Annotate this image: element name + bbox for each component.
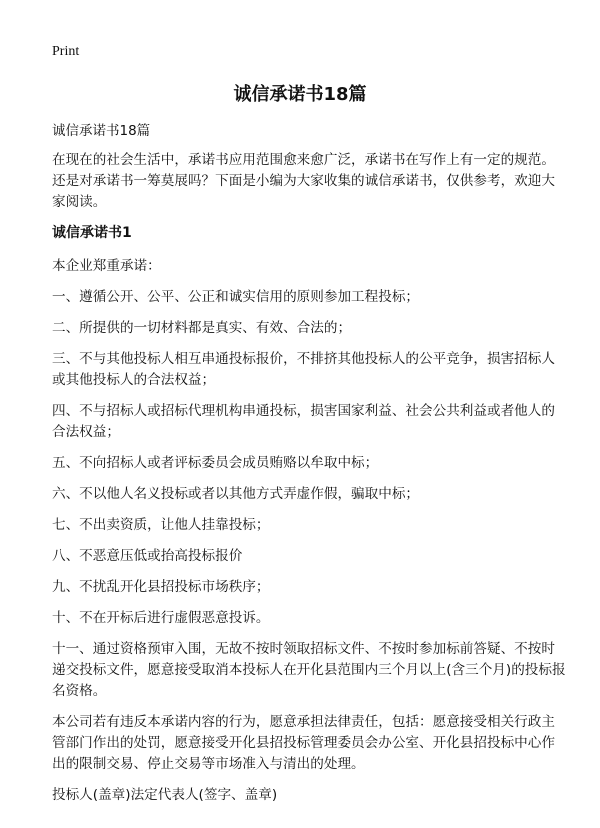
paragraph: 十、不在开标后进行虚假恶意投诉。 [52,610,270,626]
paragraph: 本企业郑重承诺： [52,258,161,274]
paragraph: 六、不以他人名义投标或者以其他方式弄虚作假，骗取中标； [52,486,420,502]
paragraph: 四、不与招标人或招标代理机构串通投标，损害国家利益、社会公共利益或者他人的合法权益； [52,403,555,440]
print-link[interactable]: Print [52,44,80,59]
paragraph: 五、不向招标人或者评标委员会成员贿赂以牟取中标； [52,455,379,471]
page-title: 诚信承诺书18篇 [233,84,367,105]
paragraph: 十一、通过资格预审入围，无故不按时领取招标文件、不按时参加标前答疑、不按时递交投标文件，愿意接受取消本投标人在开化县范围内三个月以上(含三个月)的投标报名资格。 [52,641,566,699]
signature-line: 投标人(盖章)法定代表人(签字、盖章) [52,787,278,803]
paragraph: 八、不恶意压低或抬高投标报价 [52,548,243,564]
intro-paragraph: 在现在的社会生活中，承诺书应用范围愈来愈广泛，承诺书在写作上有一定的规范。还是对承诺书一筹莫展吗？下面是小编为大家收集的诚信承诺书，仅供参考，欢迎大家阅读。 [52,152,555,210]
paragraph: 九、不扰乱开化县招投标市场秩序； [52,579,270,595]
section-heading: 诚信承诺书1 [52,225,132,241]
paragraph: 七、不出卖资质，让他人挂靠投标； [52,517,270,533]
document-body [52,150,568,816]
paragraph: 本公司若有违反本承诺内容的行为，愿意承担法律责任，包括：愿意接受相关行政主管部门作出的处罚，愿意接受开化县招投标管理委员会办公室、开化县招投标中心作出的限制交易、停止交易等市场准入与清出的处理。 [52,714,555,772]
paragraph: 二、所提供的一切材料都是真实、有效、合法的； [52,320,352,336]
document-subtitle: 诚信承诺书18篇 [52,123,151,139]
paragraph: 三、不与其他投标人相互串通投标报价，不排挤其他投标人的公平竞争，损害招标人或其他投标人的合法权益； [52,351,555,388]
paragraph: 一、遵循公开、公平、公正和诚实信用的原则参加工程投标； [52,289,420,305]
